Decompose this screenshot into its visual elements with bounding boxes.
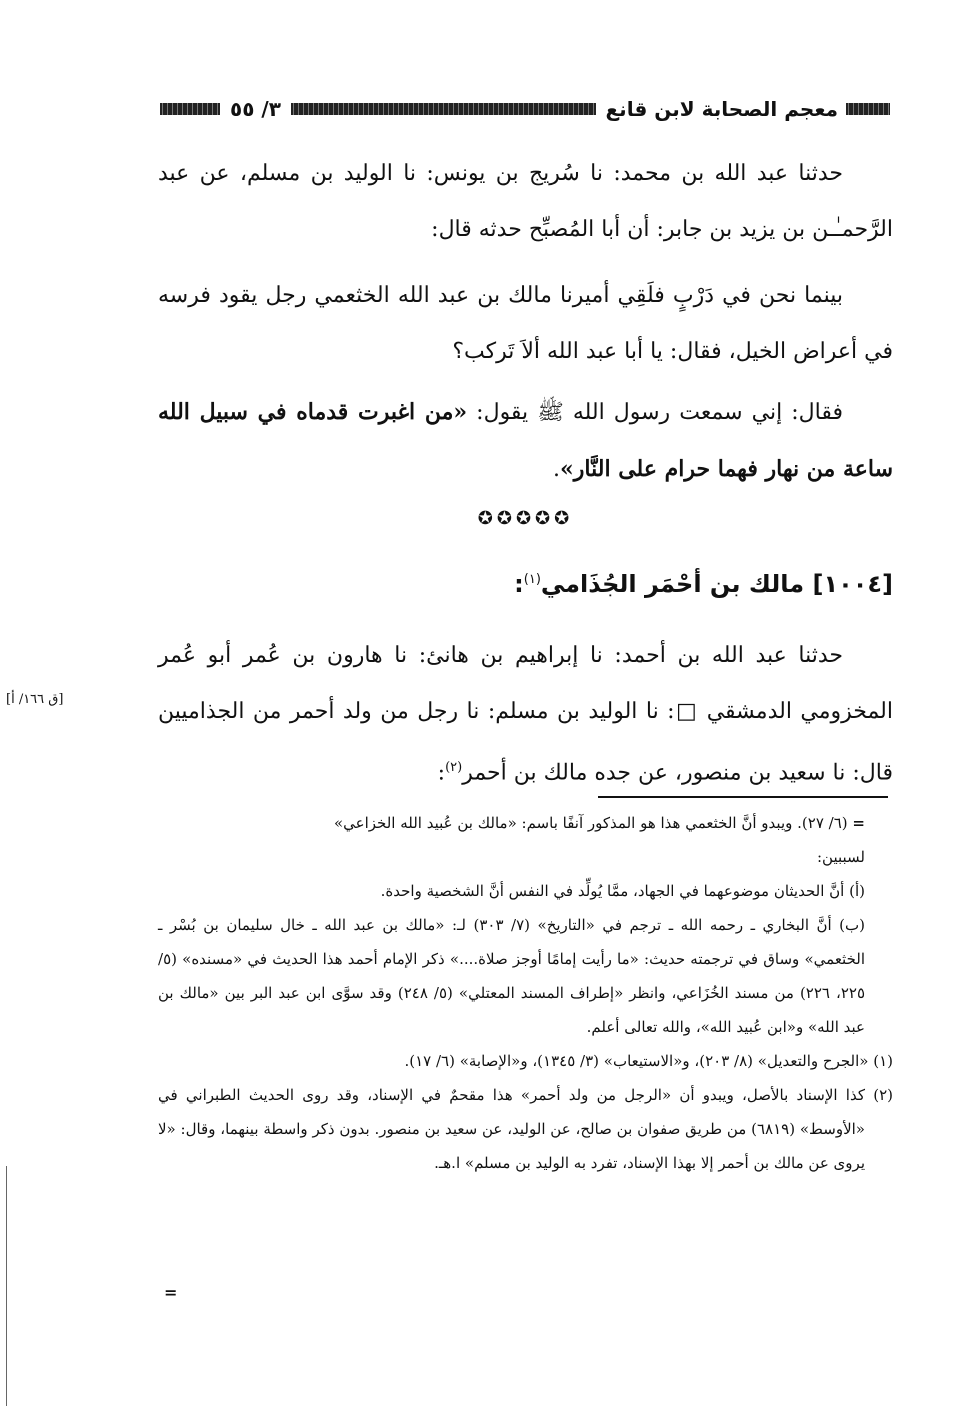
footnote-1: (١) «الجرح والتعديل» (٨/ ٢٠٣)، و«الاستيعاب» (٣/ ١٣٤٥)، و«الإصابة» (٦/ ١٧). <box>404 1052 893 1070</box>
running-header <box>160 92 890 126</box>
footnote-reason-a: (أ) أنَّ الحديثان موضوعهما في الجهاد، ممَّا يُولِّد في النفس أنَّ الشخصية واحدة. <box>380 882 865 900</box>
footnote-continuation-line-1 <box>158 806 865 840</box>
footnote-continuation <box>158 806 893 874</box>
footnote-2: (٢) كذا الإسناد بالأصل، ويبدو أن «الرجل من ولد أحمر» هذا مقحمٌ في الإسناد، وقد روى الحديث الطبراني في «الأوسط» (٦٨١٩) من طريق صفوان بن صالح، عن الوليد، عن سعيد بن منصور. بدون ذكر واسطة بينهما، وقال: «لا يروى عن مالك بن أحمر إلا بهذا الإسناد، تفرد به الوليد بن مسلم» ا.هـ. <box>158 1086 893 1172</box>
footnote-reason-b: (ب) أنَّ البخاري ـ رحمه الله ـ ترجم في «التاريخ» (٧/ ٣٠٣) لـ: «مالك بن عبد الله ـ خال سليمان بن بُسْر ـ الخثعمي» وساق في ترجمته حديث: «ما رأيت إمامًا أوجز صلاة....» ذكر الإمام أحمد هذا الحديث في «مسنده» (٥/ ٢٢٥، ٢٢٦) من مسند الخُزَاعي، وانظر «إطراف المسند المعتلي» (٥/ ٢٤٨) وقد سوَّى ابن عبد البر بين «مالك بن عبد الله» و«ابن عُبيد الله»، والله تعالى أعلم. <box>158 916 866 1036</box>
footnote-ref-1: (١) <box>523 572 541 587</box>
page-number: ٣/ ٥٥ <box>230 97 281 121</box>
hadith-intro: فقال: إني سمعت رسول الله ﷺ يقول: <box>467 400 843 425</box>
footnote-continuation-line-2: لسببين: <box>816 848 865 866</box>
header-ornament-right <box>846 103 890 115</box>
hadith-end: . <box>553 457 561 482</box>
header-ornament-left <box>160 103 220 115</box>
footnote-separator <box>598 796 888 798</box>
entry-isnad-colon: : <box>437 760 446 786</box>
book-title: معجم الصحابة لابن قانع <box>605 97 838 121</box>
footnote-ref-2: (٢) <box>445 760 463 775</box>
entry-isnad-text: حدثنا عبد الله بن أحمد: نا إبراهيم بن هانئ: نا هارون بن عُمر أبو عُمر المخزومي الدمشقي □: نا الوليد بن مسلم: نا رجل من ولد أحمر من الجذاميين قال: نا سعيد بن منصور، عن جده مالك بن أحمر <box>158 643 893 786</box>
manuscript-folio-ref: [ق ١٦٦/ أ] <box>6 692 64 707</box>
entry-title: [١٠٠٤] مالك بن أحْمَر الجُذَامي <box>540 570 893 598</box>
footnotes <box>158 806 893 1180</box>
isnad-paragraph: حدثنا عبد الله بن محمد: نا سُريج بن يونس: نا الوليد بن مسلم، عن عبد الرَّحمـٰـن بن يزيد بن جابر: أن أبا المُصبِّح حدثه قال: <box>158 161 893 242</box>
entry-colon: : <box>514 570 524 598</box>
hadith-paragraph <box>158 384 893 498</box>
entry-isnad-paragraph <box>158 628 893 801</box>
margin-line <box>6 1166 7 1406</box>
continuation-marker: = <box>852 814 865 832</box>
footnote-continuation-text-1: (٦/ ٢٧). ويبدو أنَّ الخثعمي هذا هو المذكور آنفًا باسم: «مالك بن عُبيد الله الخزاعي» <box>333 814 848 832</box>
hadith-text: «من اغبرت قدماه في سبيل الله ساعة من نهار فهما حرام على النَّار» <box>158 399 893 482</box>
footnote-continues-marker: = <box>164 1283 178 1302</box>
entry-heading <box>158 552 893 612</box>
narration-paragraph: بينما نحن في دَرْبٍ فلَقِي أميرنا مالك بن عبد الله الخثعمي رجل يقود فرسه في أعراض الخيل، فقال: يا أبا عبد الله ألاَ تَركب؟ <box>158 283 893 364</box>
header-ornament-middle <box>291 103 596 115</box>
section-separator: ✪✪✪✪✪ <box>477 508 574 529</box>
